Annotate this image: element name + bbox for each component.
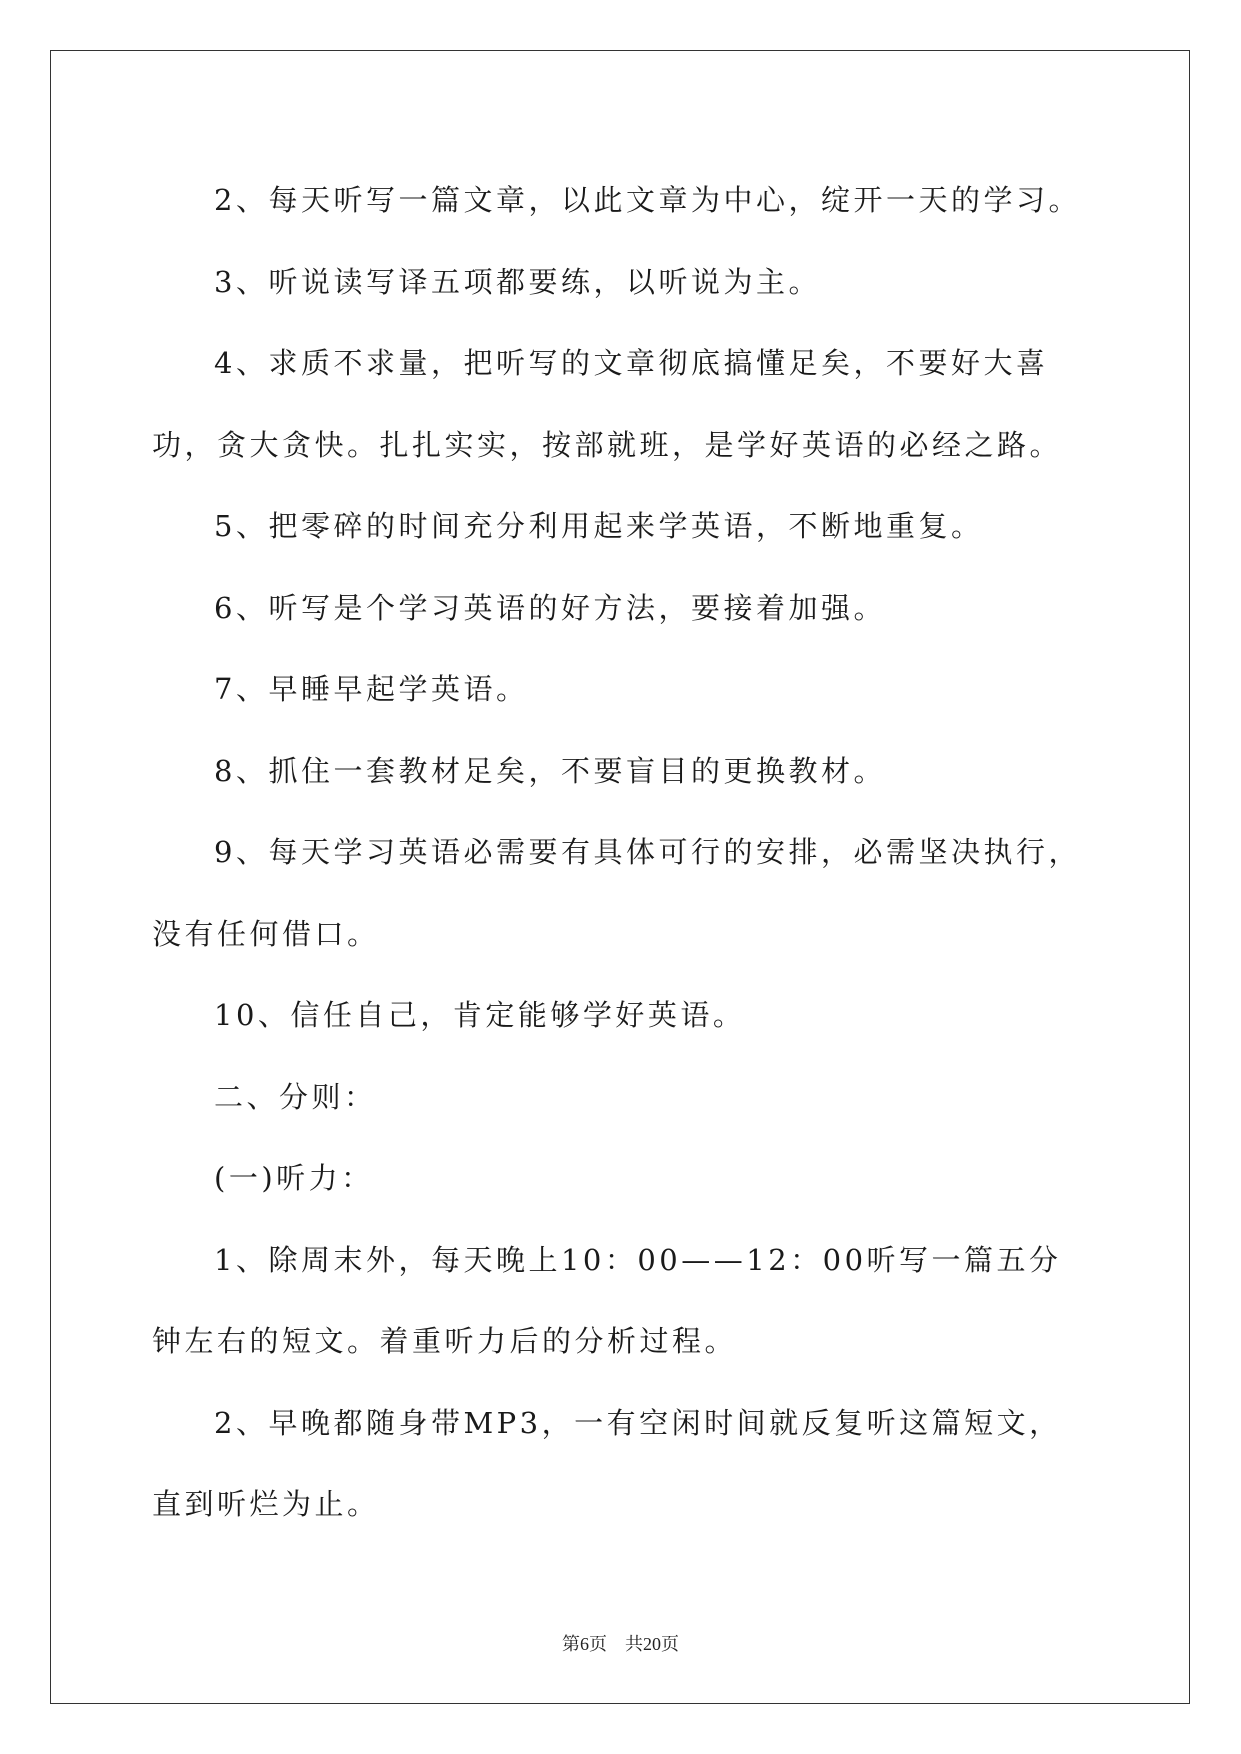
paragraph: 1、除周末外，每天晚上10：00——12：00听写一篇五分钟左右的短文。着重听力后的分析过程。 [152, 1242, 1062, 1358]
page-number: 第6页 [562, 1634, 607, 1654]
paragraph: 8、抓住一套教材足矣，不要盲目的更换教材。 [214, 753, 886, 788]
subsection-heading: (一)听力： [214, 1161, 374, 1195]
paragraph: 4、求质不求量，把听写的文章彻底搞懂足矣，不要好大喜功，贪大贪快。扎扎实实，按部就班，是学好英语的必经之路。 [152, 346, 1063, 462]
page-footer [0, 1630, 1241, 1656]
paragraph: 6、听写是个学习英语的好方法，要接着加强。 [214, 590, 886, 625]
page-total: 共20页 [625, 1634, 679, 1654]
paragraph: 7、早睡早起学英语。 [214, 672, 529, 706]
paragraph: 3、听说读写译五项都要练，以听说为主。 [214, 264, 821, 299]
section-heading: 二、分则： [214, 1079, 377, 1114]
paragraph: 2、早晚都随身带MP3，一有空闲时间就反复听这篇短文，直到听烂为止。 [152, 1405, 1062, 1521]
paragraph: 9、每天学习英语必需要有具体可行的安排，必需坚决执行，没有任何借口。 [152, 835, 1081, 951]
paragraph: 2、每天听写一篇文章，以此文章为中心，绽开一天的学习。 [214, 183, 1081, 217]
document-body [152, 160, 1088, 1546]
paragraph: 10、信任自己，肯定能够学好英语。 [214, 998, 746, 1032]
paragraph: 5、把零碎的时间充分利用起来学英语，不断地重复。 [214, 509, 984, 543]
